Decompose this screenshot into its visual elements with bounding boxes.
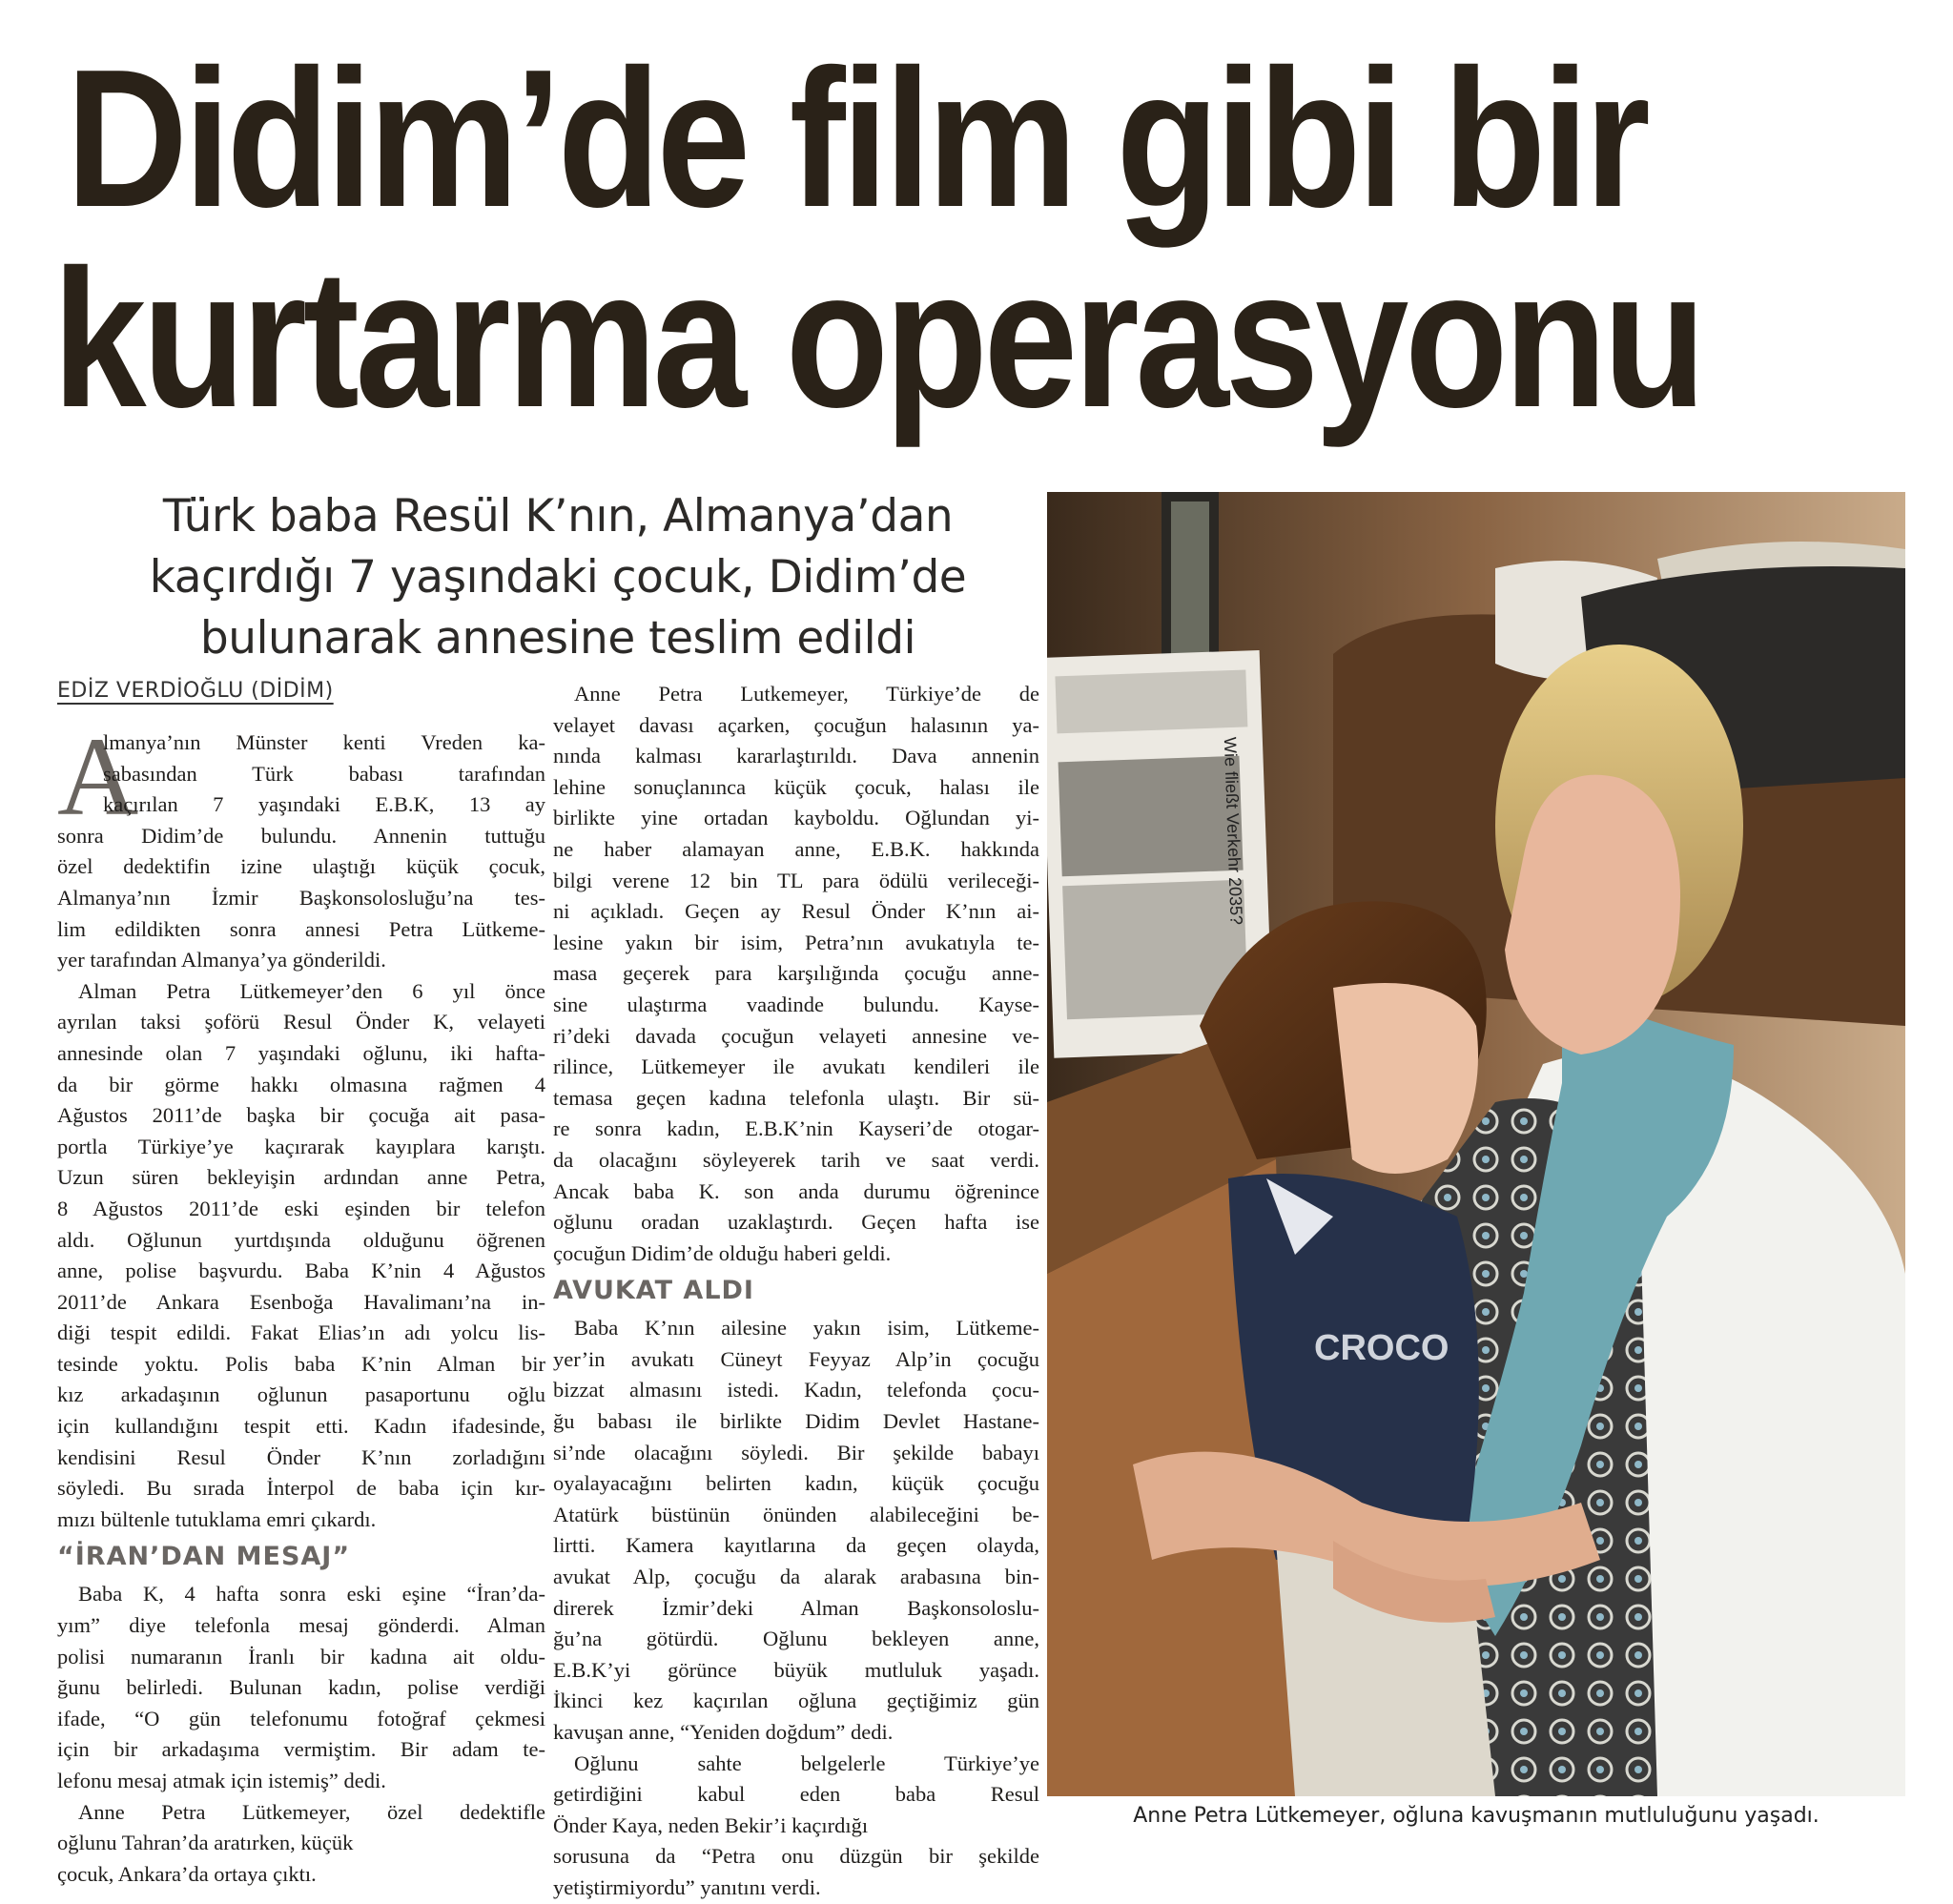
article-line: ifade, “O gün telefonumu fotoğraf çekmesi — [57, 1706, 545, 1730]
article-line: Önder Kaya, neden Bekir’i kaçırdığı — [553, 1812, 869, 1837]
article-line: lehine sonuçlanınca küçük çocuk, halası ile — [553, 774, 1039, 799]
article-line: si’nde olacağını söyledi. Bir şekilde babayı — [553, 1440, 1039, 1464]
article-line: aldı. Oğlunun yurtdışında olduğunu öğrenen — [57, 1227, 545, 1252]
article-photo — [1047, 492, 1905, 1796]
article-line: tesinde yoktu. Polis baba K’nin Alman bir — [57, 1351, 545, 1376]
article-column-1 — [57, 714, 545, 1890]
article-line: Uzun süren bekleyişin ardından anne Petra, — [57, 1165, 545, 1190]
article-line: yer tarafından Almanya’ya gönderildi. — [57, 948, 386, 972]
article-line: çocuk, Ankara’da ortaya çıktı. — [57, 1861, 317, 1886]
article-line: lesine yakın bir isim, Petra’nın avukatıyla te- — [553, 930, 1039, 954]
article-line: Ancak baba K. son anda durumu öğrenince — [553, 1178, 1039, 1203]
article-line: için kullandığını tespit etti. Kadın ifadesinde, — [57, 1414, 545, 1439]
article-line: ayrılan taksi şoförü Resul Önder K, velayeti — [57, 1010, 545, 1034]
article-line: nında kalması kararlaştırıldı. Dava annenin — [553, 744, 1039, 768]
article-line: anne, polise başvurdu. Baba K’nin 4 Ağustos — [57, 1259, 545, 1283]
article-line: mızı bültenle tutuklama emri çıkardı. — [57, 1506, 377, 1531]
article-line: kendisini Resul Önder K’nın zorladığını — [57, 1444, 545, 1469]
article-line: için bir arkadaşıma vermiştim. Bir adam te- — [57, 1737, 545, 1762]
section-heading: AVUKAT ALDI — [553, 1276, 754, 1306]
article-line: annesinde olan 7 yaşındaki oğlunu, iki hafta- — [57, 1040, 545, 1065]
article-column-2 — [553, 679, 1039, 1904]
headline-line-1: Didim’de film gibi bir — [66, 29, 1647, 248]
drop-cap: A — [57, 714, 139, 839]
photo-caption: Anne Petra Lütkemeyer, oğluna kavuşmanın mutluluğunu yaşadı. — [1133, 1804, 1819, 1828]
article-line: bilgi verene 12 bin TL para ödülü verileceği- — [553, 868, 1039, 892]
article-line: bizzat almasını istedi. Kadın, telefonda çocu- — [553, 1378, 1039, 1402]
article-line: getirdiğini kabul eden baba Resul — [553, 1782, 1039, 1807]
article-line: Baba K, 4 hafta sonra eski eşine “İran’da- — [78, 1582, 545, 1607]
article-line: E.B.K’yi görünce büyük mutluluk yaşadı. — [553, 1657, 1039, 1682]
article-line: oğlunu Tahran’da aratırken, küçük — [57, 1831, 354, 1855]
article-line: İkinci kez kaçırılan oğluna geçtiğimiz gün — [553, 1689, 1039, 1713]
article-line: sorusuna da “Petra onu düzgün bir şekilde — [553, 1844, 1039, 1869]
article-line: Anne Petra Lutkemeyer, Türkiye’de de — [574, 682, 1039, 706]
article-line: sine ulaştırma vaadinde bulundu. Kayse- — [553, 992, 1039, 1016]
article-line: söyledi. Bu sırada İnterpol de baba için kır- — [57, 1476, 545, 1501]
article-line: yım” diye telefonla mesaj gönderdi. Alman — [57, 1613, 545, 1638]
article-line: birlikte yine ortadan kayboldu. Oğlundan yi- — [553, 806, 1039, 830]
article-line: sonra Didim’de bulundu. Annenin tuttuğu — [57, 823, 545, 848]
article-line: ni açıkladı. Geçen ay Resul Önder K’nın ai- — [553, 899, 1039, 924]
article-line: da olacağını söyleyerek tarih ve saat verdi. — [553, 1147, 1039, 1172]
article-line: rilince, Lütkemeyer ile avukatı kendileri ile — [553, 1054, 1039, 1079]
article-line: Baba K’nın ailesine yakın isim, Lütkeme- — [574, 1316, 1039, 1341]
newspaper-text: Wie fließt Verkehr 2035? — [1220, 736, 1246, 926]
subheadline — [100, 486, 1016, 669]
article-line: Atatürk büstünün önünden alabileceğini be- — [553, 1502, 1039, 1526]
article-line: yer’in avukatı Cüneyt Feyyaz Alp’in çocuğu — [553, 1346, 1039, 1371]
article-line: masa geçerek para karşılığında çocuğu anne- — [553, 961, 1039, 986]
article-line: 2011’de Ankara Esenboğa Havalimanı’na in- — [57, 1289, 545, 1314]
article-line: ğu’na götürdü. Oğlunu bekleyen anne, — [553, 1627, 1039, 1651]
article-line: polisi numaranın İranlı bir kadına ait oldu- — [57, 1644, 545, 1669]
article-line: re sonra kadın, E.B.K’nin Kayseri’de otogar- — [553, 1116, 1039, 1141]
article-line: Almanya’nın İzmir Başkonsolosluğu’na tes- — [57, 885, 545, 910]
article-line: oyalayacağını belirten kadın, küçük çocuğu — [553, 1471, 1039, 1496]
article-line: direrek İzmir’deki Alman Başkonsoloslu- — [553, 1595, 1039, 1620]
article-line: lim edildikten sonra annesi Petra Lütkeme- — [57, 916, 545, 941]
article-line: kavuşan anne, “Yeniden doğdum” dedi. — [553, 1720, 894, 1744]
article-line: diği tespit edildi. Fakat Elias’ın adı yolcu lis- — [57, 1321, 545, 1345]
article-line: Ağustos 2011’de başka bir çocuğa ait pasa- — [57, 1103, 545, 1128]
article-line: özel dedektifin izine ulaştığı küçük çocuk, — [57, 854, 545, 879]
article-line: kız arkadaşının oğlunun pasaportunu oğlu — [57, 1382, 545, 1407]
article-line: temasa geçen kadına telefonla ulaştı. Bir sü- — [553, 1085, 1039, 1110]
article-line: ğu babası ile birlikte Didim Devlet Hastane- — [553, 1409, 1039, 1434]
article-line: ğunu belirledi. Bulunan kadın, polise verdiği — [57, 1675, 545, 1700]
subheadline-line: Türk baba Resül K’nın, Almanya’dan — [162, 490, 954, 543]
article-line: Anne Petra Lütkemeyer, özel dedektifle — [78, 1799, 545, 1824]
article-line: 8 Ağustos 2011’de eski eşinden bir telefon — [57, 1196, 545, 1220]
section-heading: “İRAN’DAN MESAJ” — [57, 1542, 351, 1572]
article-line: Alman Petra Lütkemeyer’den 6 yıl önce — [78, 978, 545, 1003]
article-line: portla Türkiye’ye kaçırarak kayıplara karıştı. — [57, 1134, 545, 1158]
shirt-print: CROCO — [1314, 1328, 1449, 1368]
article-line: ne haber alamayan anne, E.B.K. hakkında — [553, 836, 1039, 861]
article-line: da bir görme hakkı olmasına rağmen 4 — [57, 1072, 545, 1096]
subheadline-line: bulunarak annesine teslim edildi — [199, 612, 916, 665]
article-line: kaçırılan 7 yaşındaki E.B.K, 13 ay — [103, 792, 545, 817]
article-line: velayet davası açarken, çocuğun halasının ya- — [553, 712, 1039, 737]
article-line: oğlunu oradan uzaklaştırdı. Geçen hafta ise — [553, 1210, 1039, 1235]
article-line: avukat Alp, çocuğu da alarak arabasına bin- — [553, 1565, 1039, 1589]
article-line: sabasından Türk babası tarafından — [103, 761, 545, 786]
article-line: lmanya’nın Münster kenti Vreden ka- — [103, 730, 545, 754]
article-line: çocuğun Didim’de olduğu haberi geldi. — [553, 1240, 892, 1265]
byline: EDİZ VERDİOĞLU (DİDİM) — [57, 679, 334, 703]
article-line: lirtti. Kamera kayıtlarına da geçen olayda, — [553, 1533, 1039, 1558]
article-line: lefonu mesaj atmak için istemiş” dedi. — [57, 1769, 386, 1792]
subheadline-line: kaçırdığı 7 yaşındaki çocuk, Didim’de — [149, 551, 967, 604]
article-line: Oğlunu sahte belgelerle Türkiye’ye — [574, 1750, 1039, 1775]
article-line: yetiştirmiyordu” yanıtını verdi. — [553, 1874, 821, 1899]
article-line: ri’deki davada çocuğun velayeti annesine ve- — [553, 1023, 1039, 1048]
headline-line-2: kurtarma operasyonu — [52, 229, 1702, 448]
